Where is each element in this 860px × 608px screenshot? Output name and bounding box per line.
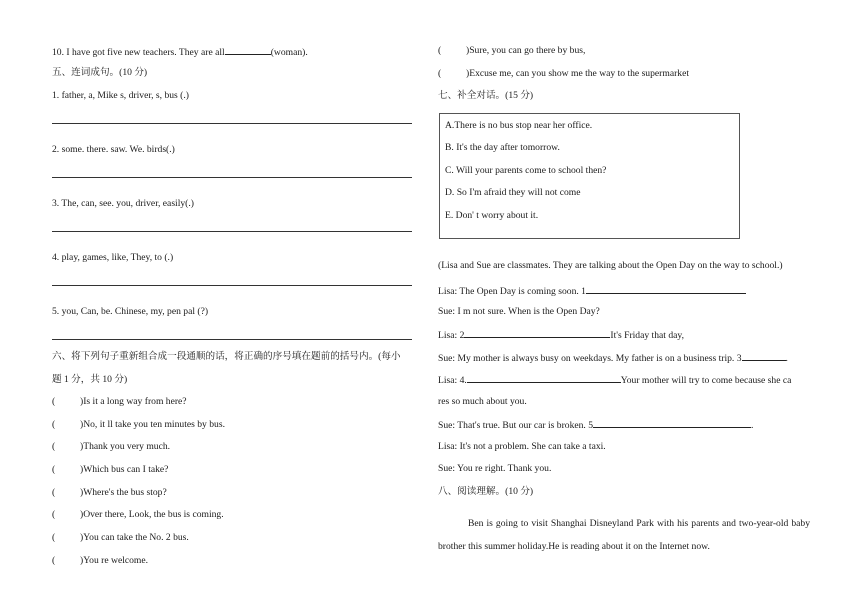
answer-line-1[interactable] — [52, 123, 412, 124]
order-paren[interactable]: ( — [52, 509, 56, 520]
order-item-text: No, it ll take you ten minutes by bus. — [83, 419, 225, 430]
section-6-title-cont: 题 1 分，共 10 分) — [52, 374, 128, 385]
dialog-text: . — [785, 353, 788, 364]
order-item-7 — [52, 532, 189, 544]
dialog-line-2: Sue: I m not sure. When is the Open Day? — [438, 306, 600, 317]
paren-close: ) — [80, 509, 84, 520]
dialog-intro: (Lisa and Sue are classmates. They are talking about the Open Day on the way to school.) — [438, 260, 783, 271]
answer-line-5[interactable] — [52, 339, 412, 340]
question-10 — [52, 45, 308, 59]
sentence-item-4: 4. play, games, like, They, to (.) — [52, 252, 174, 263]
option-a: A.There is no bus stop near her office. — [445, 120, 593, 131]
order-item-6 — [52, 509, 224, 521]
option-b: B. It's the day after tomorrow. — [445, 142, 560, 153]
dialog-text: It's Friday that day, — [610, 330, 684, 341]
order-item-text: Over there, Look, the bus is coming. — [83, 509, 224, 520]
order-item-3 — [52, 441, 170, 453]
order-paren[interactable]: ( — [438, 45, 442, 56]
dialog-line-1 — [438, 284, 746, 298]
answer-blank[interactable] — [225, 45, 271, 55]
dialog-text: Your mother will try to come because she ca — [620, 375, 792, 386]
order-paren[interactable]: ( — [52, 532, 56, 543]
order-item-10 — [438, 68, 689, 80]
order-item-5 — [52, 487, 167, 499]
dialog-text: . — [751, 420, 754, 431]
dialog-text: Lisa: 2 — [438, 330, 465, 341]
option-e: E. Don' t worry about it. — [445, 210, 539, 221]
order-item-text: Excuse me, can you show me the way to the supermarket — [469, 68, 689, 79]
dialog-line-5 — [438, 373, 791, 387]
dialog-text: Sue: That's true. But our car is broken. 5 — [438, 420, 594, 431]
sentence-item-2: 2. some. there. saw. We. birds(.) — [52, 144, 175, 155]
order-item-4 — [52, 464, 168, 476]
dialog-line-5-cont: res so much about you. — [438, 396, 527, 407]
paren-close: ) — [80, 532, 84, 543]
order-item-text: Is it a long way from here? — [83, 396, 187, 407]
section-6-title: 六、将下列句子重新组合成一段通顺的话，将正确的序号填在题前的括号内。(每小 — [52, 351, 401, 362]
answer-blank-5[interactable] — [593, 418, 751, 428]
order-item-text: You re welcome. — [83, 555, 149, 566]
order-item-1 — [52, 396, 187, 408]
sentence-item-3: 3. The, can, see. you, driver, easily(.) — [52, 198, 194, 209]
paren-close: ) — [80, 441, 84, 452]
section-7-title: 七、补全对话。(15 分) — [438, 90, 534, 101]
order-item-8 — [52, 555, 148, 567]
dialog-line-8: Sue: You re right. Thank you. — [438, 463, 552, 474]
order-paren[interactable]: ( — [52, 555, 56, 566]
order-paren[interactable]: ( — [438, 68, 442, 79]
answer-blank-2[interactable] — [464, 328, 610, 338]
order-item-text: Sure, you can go there by bus, — [469, 45, 586, 56]
sentence-item-5: 5. you, Can, be. Chinese, my, pen pal (?) — [52, 306, 209, 317]
order-item-text: Which bus can I take? — [83, 464, 169, 475]
answer-line-4[interactable] — [52, 285, 412, 286]
answer-blank-1[interactable] — [586, 284, 746, 294]
paren-close: ) — [466, 68, 470, 79]
paren-close: ) — [80, 396, 84, 407]
order-paren[interactable]: ( — [52, 396, 56, 407]
order-item-text: You can take the No. 2 bus. — [83, 532, 189, 543]
order-paren[interactable]: ( — [52, 464, 56, 475]
paren-close: ) — [80, 555, 84, 566]
order-paren[interactable]: ( — [52, 441, 56, 452]
sentence-item-1: 1. father, a, Mike s, driver, s, bus (.) — [52, 90, 189, 101]
dialog-line-3 — [438, 328, 684, 342]
order-paren[interactable]: ( — [52, 419, 56, 430]
dialog-text: Lisa: 4. — [438, 375, 467, 386]
dialog-line-6 — [438, 418, 753, 432]
question-10-text: 10. I have got five new teachers. They are all — [52, 47, 225, 58]
paren-close: ) — [466, 45, 470, 56]
paren-close: ) — [80, 464, 84, 475]
order-paren[interactable]: ( — [52, 487, 56, 498]
order-item-9 — [438, 45, 585, 57]
paren-close: ) — [80, 419, 84, 430]
order-item-text: Thank you very much. — [83, 441, 171, 452]
dialog-text: Sue: My mother is always busy on weekdays. My father is on a business trip. 3 — [438, 353, 742, 364]
section-8-title: 八、阅读理解。(10 分) — [438, 486, 534, 497]
dialog-line-7: Lisa: It's not a problem. She can take a taxi. — [438, 441, 606, 452]
option-c: C. Will your parents come to school then? — [445, 165, 607, 176]
answer-line-2[interactable] — [52, 177, 412, 178]
paren-close: ) — [80, 487, 84, 498]
section-5-title: 五、连词成句。(10 分) — [52, 67, 148, 78]
order-item-2 — [52, 419, 225, 431]
dialog-line-4 — [438, 351, 788, 365]
options-box — [439, 113, 740, 239]
order-item-text: Where's the bus stop? — [83, 487, 167, 498]
question-10-hint: (woman). — [270, 47, 308, 58]
dialog-text: Lisa: The Open Day is coming soon. 1 — [438, 286, 586, 297]
reading-passage: Ben is going to visit Shanghai Disneyland Park with his parents and two-year-old baby brother this summer holiday.He is reading about it on the Internet now. — [438, 518, 810, 552]
answer-blank-4[interactable] — [467, 373, 621, 383]
answer-line-3[interactable] — [52, 231, 412, 232]
answer-blank-3[interactable] — [742, 351, 786, 361]
option-d: D. So I'm afraid they will not come — [445, 187, 581, 198]
